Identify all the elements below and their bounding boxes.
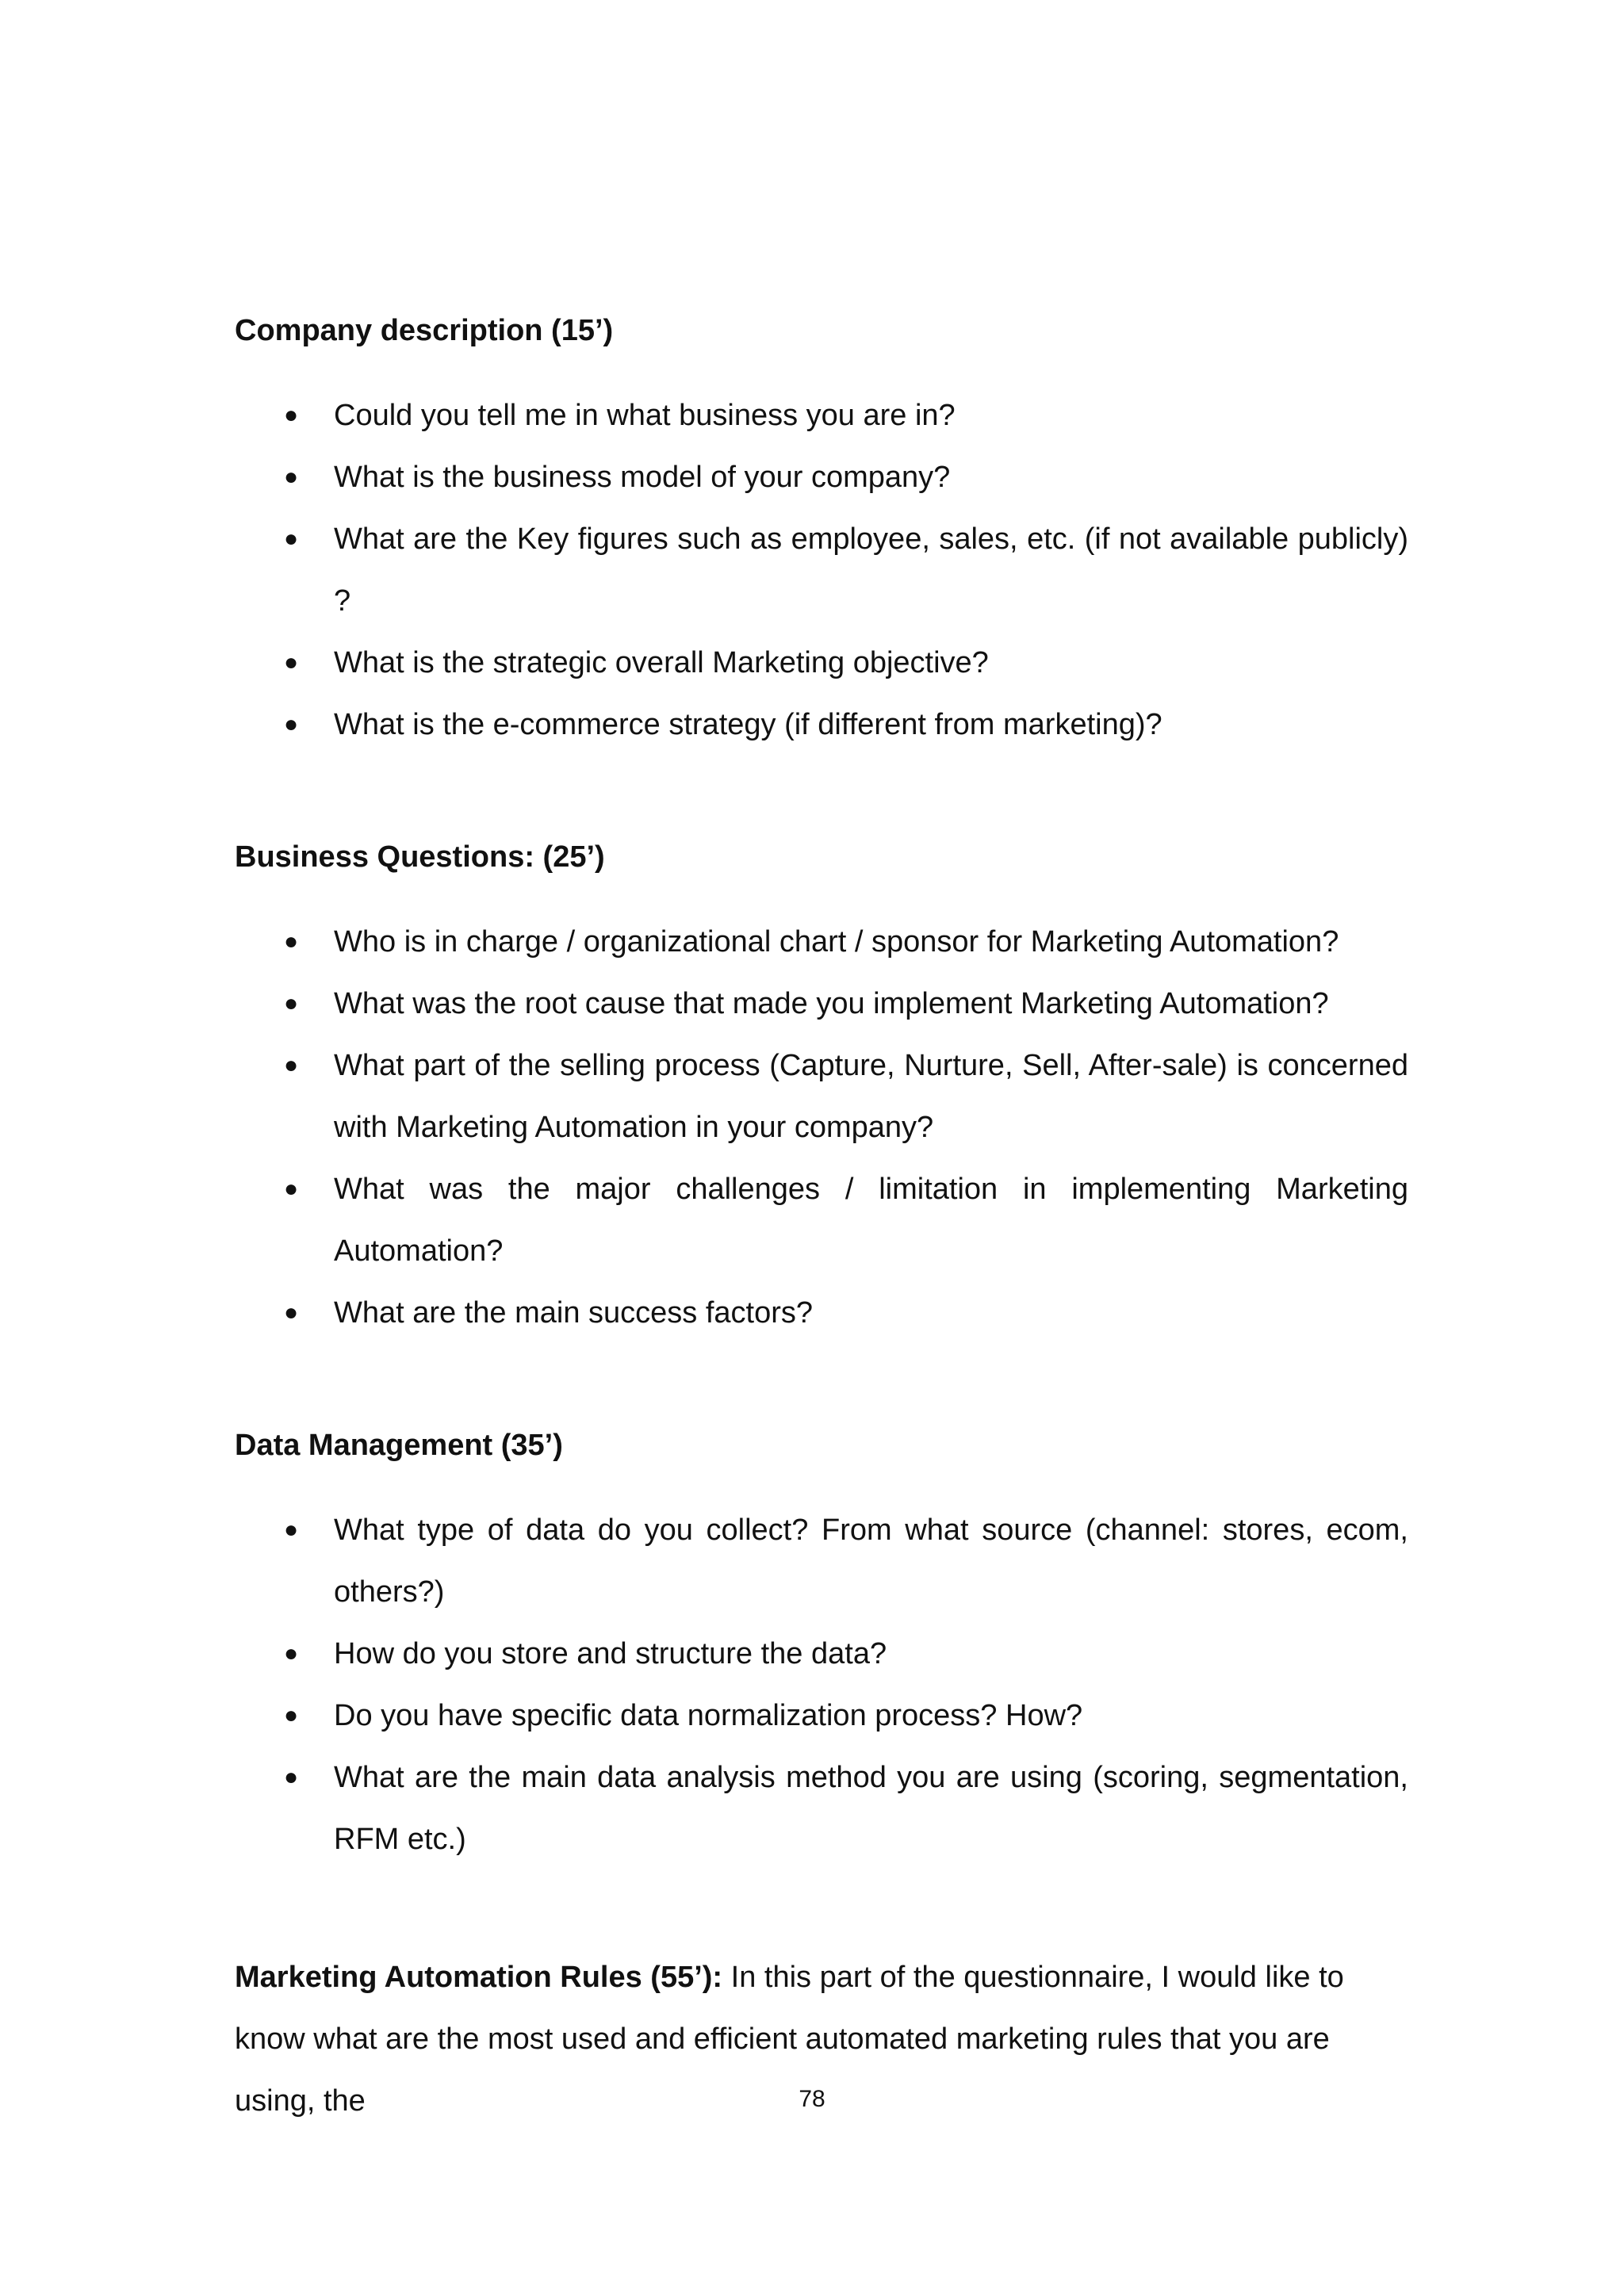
list-item: ● What are the main data analysis method you are using (scoring, segmentation, RFM etc.) — [235, 1747, 1408, 1870]
list-item: ● How do you store and structure the data? — [235, 1623, 1408, 1685]
bullet-icon: ● — [284, 402, 299, 428]
bullet-icon: ● — [284, 1052, 299, 1078]
list-item: ● What type of data do you collect? From what source (channel: stores, ecom, others?) — [235, 1499, 1408, 1623]
section-company-description — [235, 305, 1408, 756]
question-list — [235, 1499, 1408, 1870]
list-item: ● What is the business model of your company? — [235, 446, 1408, 508]
section-business-questions — [235, 832, 1408, 1344]
bullet-icon: ● — [284, 1702, 299, 1728]
question-list — [235, 911, 1408, 1344]
list-item: ● What are the main success factors? — [235, 1282, 1408, 1344]
page-number: 78 — [799, 2086, 825, 2112]
rules-lead: Marketing Automation Rules (55’): — [235, 1961, 723, 1994]
list-item: ● What is the e-commerce strategy (if different from marketing)? — [235, 694, 1408, 756]
list-item: ● What are the Key figures such as employee, sales, etc. (if not available publicly) ? — [235, 508, 1408, 632]
bullet-icon: ● — [284, 649, 299, 675]
list-item: ● What was the root cause that made you implement Marketing Automation? — [235, 973, 1408, 1035]
section-heading: Business Questions: (25’) — [235, 840, 605, 874]
bullet-icon: ● — [284, 1176, 299, 1202]
list-item: ● What part of the selling process (Capture, Nurture, Sell, After-sale) is concerned with Marketing Automation in your company? — [235, 1035, 1408, 1158]
section-data-management — [235, 1420, 1408, 1870]
list-item: ● What is the strategic overall Marketing objective? — [235, 632, 1408, 694]
bullet-icon: ● — [284, 1299, 299, 1326]
bullet-icon: ● — [284, 464, 299, 490]
page-content — [235, 305, 1408, 2132]
section-heading: Company description (15’) — [235, 314, 614, 347]
bullet-icon: ● — [284, 990, 299, 1016]
bullet-icon: ● — [284, 1764, 299, 1790]
bullet-icon: ● — [284, 711, 299, 737]
list-item: ● Do you have specific data normalization process? How? — [235, 1685, 1408, 1747]
list-item: ● What was the major challenges / limitation in implementing Marketing Automation? — [235, 1158, 1408, 1282]
section-heading: Data Management (35’) — [235, 1429, 563, 1462]
bullet-icon: ● — [284, 526, 299, 552]
bullet-icon: ● — [284, 1640, 299, 1667]
list-item: ● Could you tell me in what business you are in? — [235, 385, 1408, 446]
question-list — [235, 385, 1408, 756]
bullet-icon: ● — [284, 928, 299, 955]
rules-text: In this part of the questionnaire, I would like to know what are the most used and efficient automated marketing rules that you are using, the — [235, 1961, 1344, 2118]
bullet-icon: ● — [284, 1517, 299, 1543]
list-item: ● Who is in charge / organizational chart / sponsor for Marketing Automation? — [235, 911, 1408, 973]
